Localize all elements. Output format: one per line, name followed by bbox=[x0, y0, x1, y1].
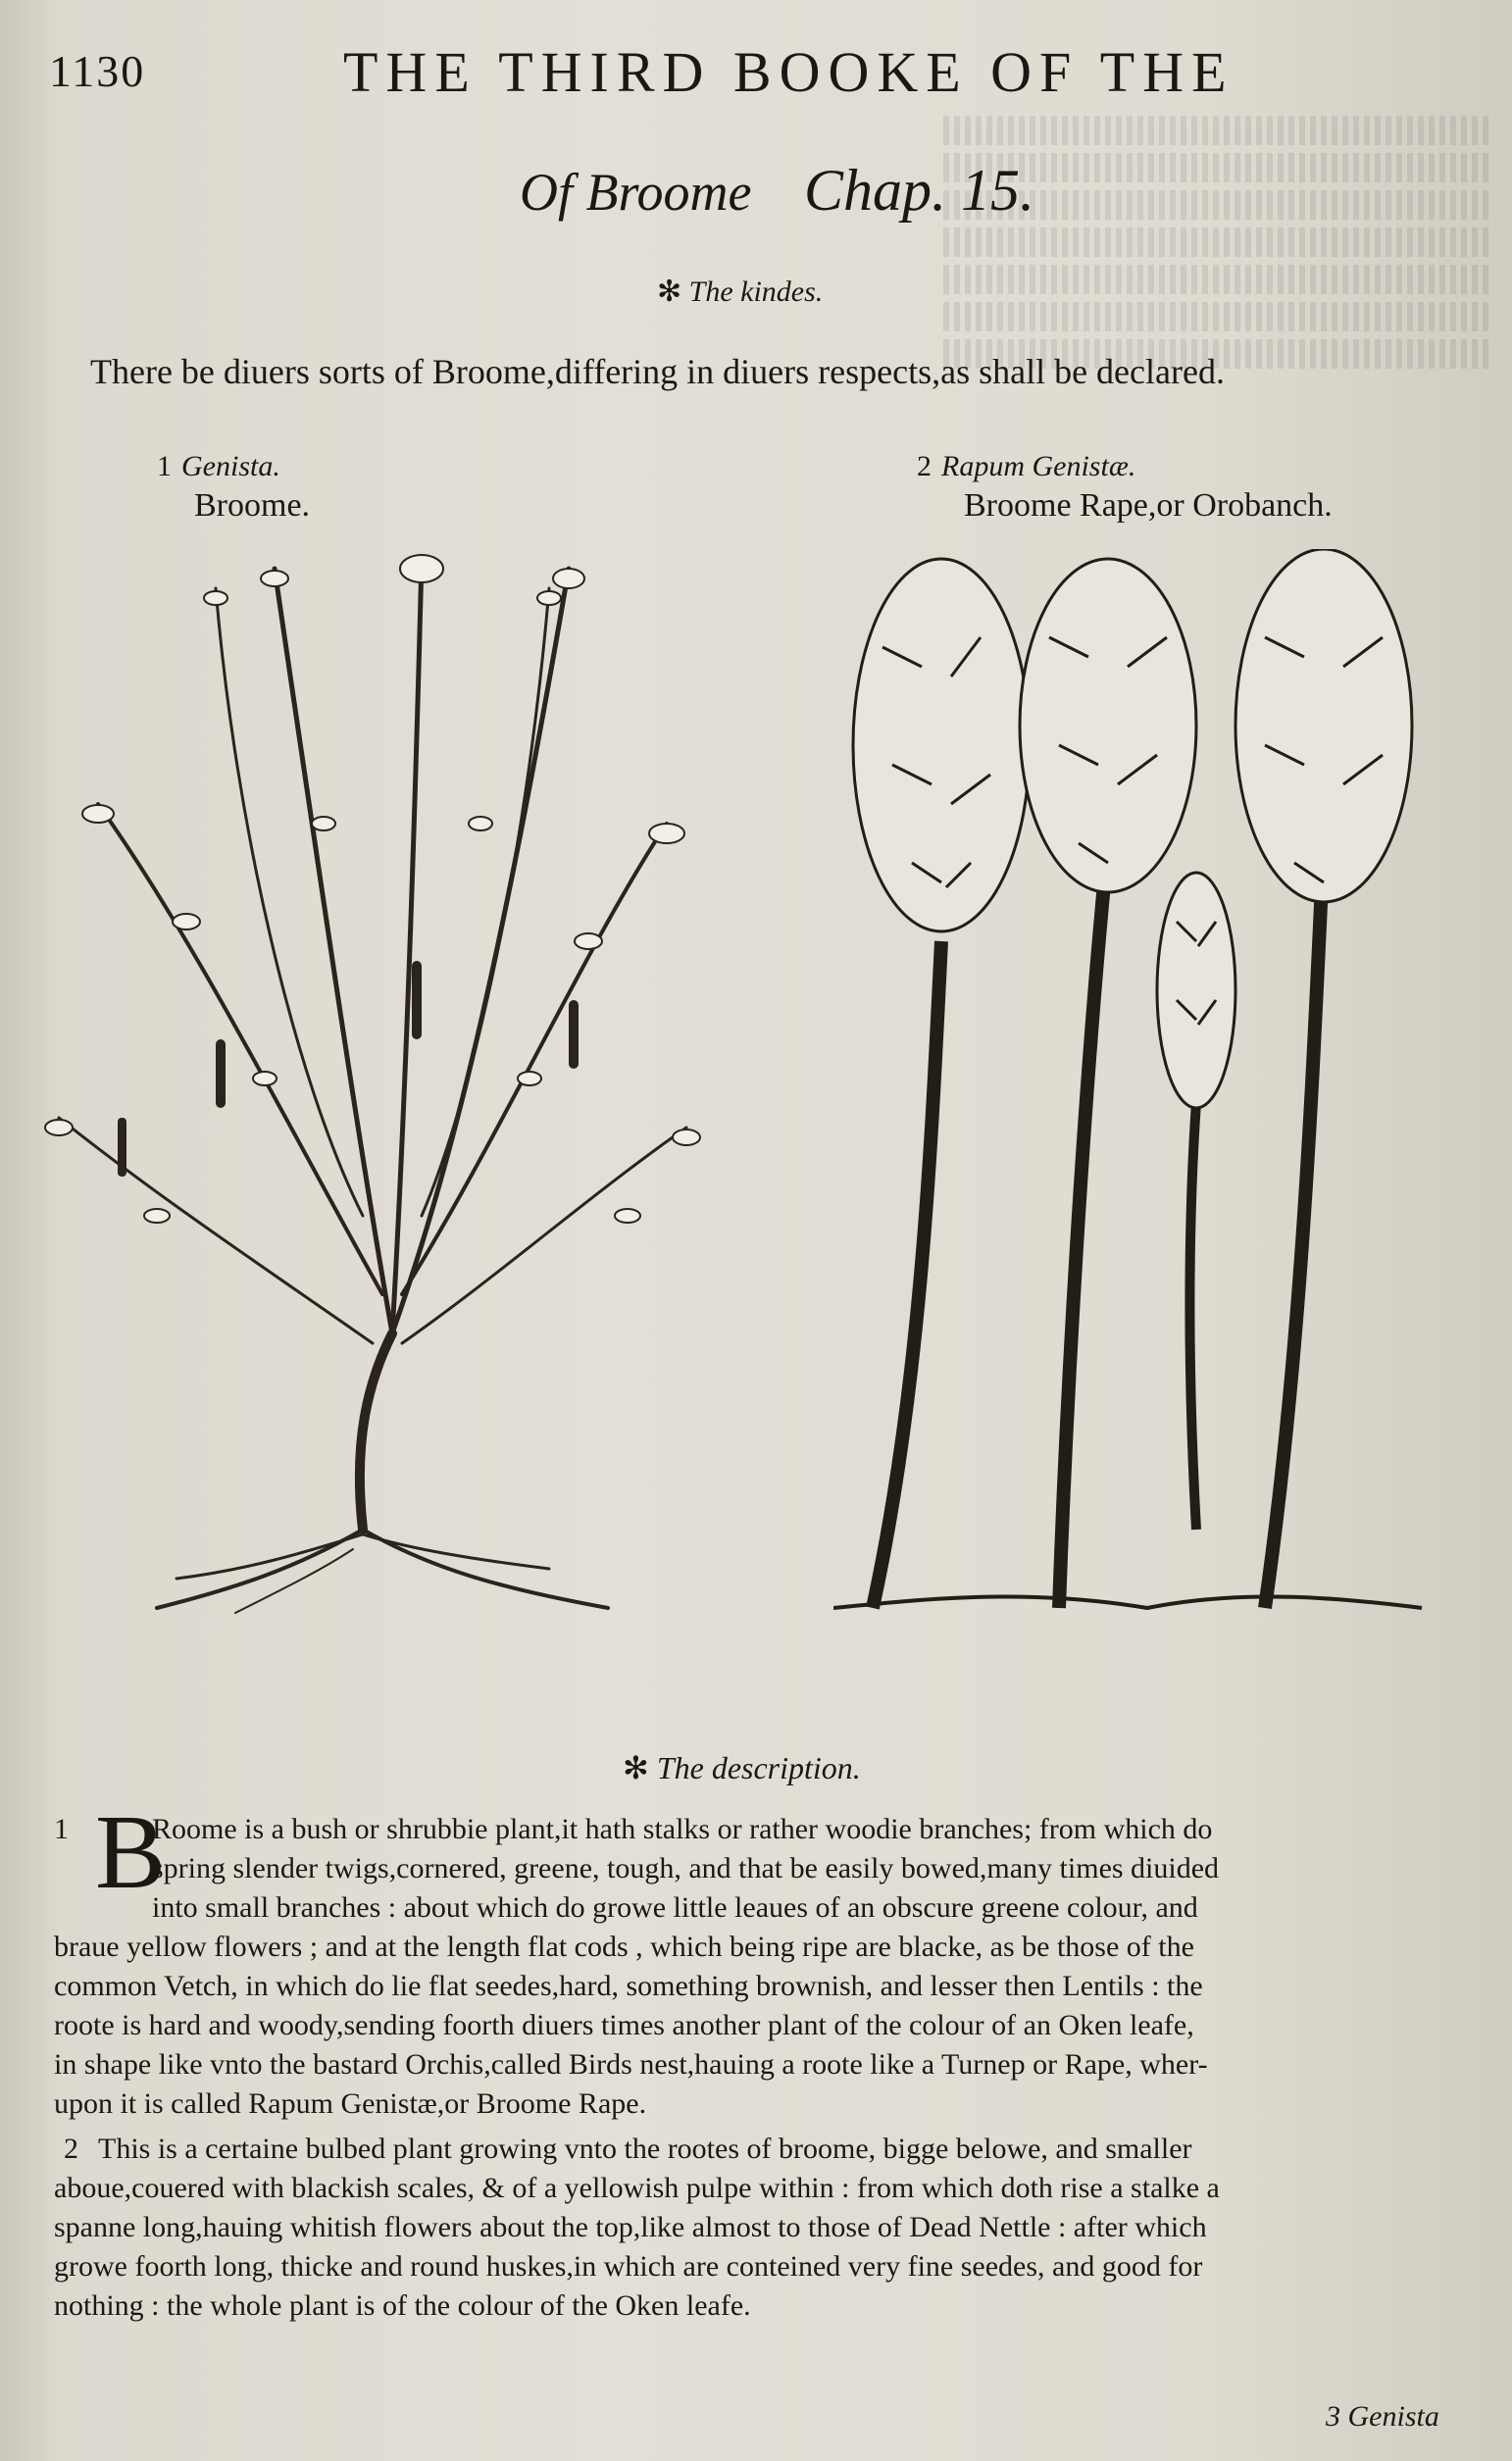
description-paragraph-1 bbox=[54, 1794, 1456, 2124]
para-1-line: in shape like vnto the bastard Orchis,called Birds nest,hauing a roote like a Turnep or Rape, wher- bbox=[54, 2048, 1208, 2081]
chapter-label: Chap. 15. bbox=[803, 158, 1034, 223]
description-heading: ✻ The description. bbox=[623, 1750, 861, 1785]
figure-2-latin-name: Rapum Genistæ. bbox=[941, 450, 1136, 482]
para-1-line: common Vetch, in which do lie flat seedes,hard, something brownish, and lesser then Lentils : the bbox=[54, 1970, 1203, 2002]
para-2-line: aboue,couered with blackish scales, & of a yellowish pulpe within : from which doth rise a stalke a bbox=[54, 2172, 1220, 2204]
asterism-icon: ✻ bbox=[623, 1750, 657, 1785]
chapter-title bbox=[520, 157, 1034, 225]
page-header bbox=[49, 39, 1471, 118]
para-2-line: spanne long,hauing whitish flowers about the top,like almost to those of Dead Nettle : after which bbox=[54, 2211, 1207, 2243]
paragraph-1-number: 1 bbox=[54, 1813, 69, 1845]
catchword: 3 Genista bbox=[1326, 2400, 1439, 2433]
para-1-line: braue yellow flowers ; and at the length flat cods , which being ripe are blacke, as be those of the bbox=[54, 1931, 1194, 1963]
figure-2-caption bbox=[917, 447, 1333, 526]
figure-1-caption bbox=[157, 447, 310, 526]
chapter-name: Of Broome bbox=[520, 163, 752, 222]
broome-bush-woodcut-icon bbox=[39, 529, 706, 1637]
description-paragraph-2 bbox=[54, 2130, 1456, 2326]
para-2-line: This is a certaine bulbed plant growing vnto the rootes of broome, bigge belowe, and smaller bbox=[98, 2133, 1192, 2165]
figure-2-number: 2 bbox=[917, 450, 932, 482]
para-1-line: into small branches : about which do growe little leaues of an obscure greene colour, and bbox=[152, 1891, 1198, 1924]
drop-cap: B bbox=[95, 1794, 167, 1911]
para-2-line: nothing : the whole plant is of the colour of the Oken leafe. bbox=[54, 2289, 751, 2322]
para-1-line: upon it is called Rapum Genistæ,or Broome Rape. bbox=[54, 2087, 647, 2120]
running-head: THE THIRD BOOKE OF THE bbox=[343, 40, 1235, 104]
page-number: 1130 bbox=[49, 46, 146, 96]
para-1-line: Roome is a bush or shrubbie plant,it hath stalks or rather woodie branches; from which do bbox=[152, 1813, 1213, 1845]
figure-1-latin-name: Genista. bbox=[181, 450, 280, 482]
asterism-icon: ✻ bbox=[657, 276, 689, 308]
kinds-intro: There be diuers sorts of Broome,differing in diuers respects,as shall be declared. bbox=[90, 352, 1225, 391]
figure-2-common-name: Broome Rape,or Orobanch. bbox=[964, 487, 1333, 524]
para-2-line: growe foorth long, thicke and round huskes,in which are conteined very fine seedes, and good for bbox=[54, 2250, 1203, 2283]
para-1-line: spring slender twigs,cornered, greene, tough, and that be easily bowed,many times diuided bbox=[152, 1852, 1220, 1884]
para-1-line: roote is hard and woody,sending foorth diuers times another plant of the colour of an Oken leafe, bbox=[54, 2009, 1194, 2041]
figure-1-number: 1 bbox=[157, 450, 172, 482]
figure-1-common-name: Broome. bbox=[194, 487, 311, 524]
broomerape-woodcut-icon bbox=[833, 549, 1461, 1628]
kinds-heading: ✻ The kindes. bbox=[657, 276, 824, 308]
paragraph-2-number: 2 bbox=[64, 2133, 78, 2165]
